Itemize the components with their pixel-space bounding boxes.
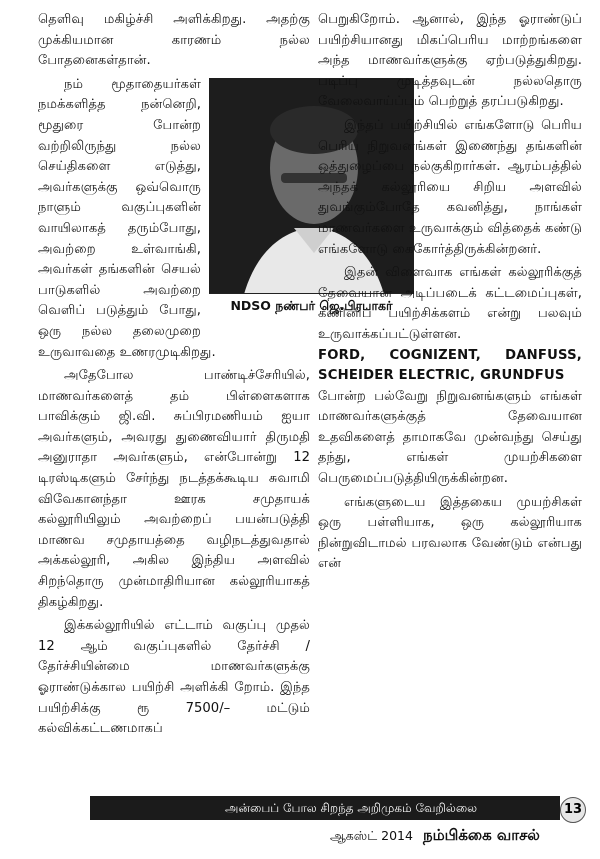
left-column (38, 10, 393, 740)
footer-slogan: அன்பைப் போல சிறந்த அறிமுகம் வேறில்லை (225, 801, 478, 815)
left-paragraph-2: நம் மூதாதையர்கள் நமக்களித்த நன்னெறி, மூதுரை போன்ற வற்றிலிருந்து நல்ல செய்திகளை எடுத்து, அவர்களுக்கு ஒவ்வொரு நாளும் வகுப்புகளின் வாயிலாகத் தரும்போது, அவற்றை உள்வாங்கி, அவர்கள் தங்களின் செயல் பாடுகளில் அவற்றை வெளிப் படுத்தும் போது, ஒரு நல்ல தலைமுறை உருவாவதை உணரமுடிகிறது. (38, 76, 216, 360)
right-paragraph-5: எங்களுடைய இத்தகைய முயற்சிகள் ஒரு பள்ளியாக, ஒரு கல்லூரியாக நின்றுவிடாமல் பரவலாக வேண்டும் என்பது என் (318, 494, 582, 572)
magazine-name: நம்பிக்கை வாசல் (422, 826, 540, 844)
issue-date: ஆகஸ்ட் 2014 (330, 828, 413, 843)
page-number: 13 (560, 797, 586, 823)
left-paragraph-4: இக்கல்லூரியில் எட்டாம் வகுப்பு முதல் 12 ஆம் வகுப்புகளில் தேர்ச்சி / தேர்ச்சியின்மை மாணவர்களுக்கு ஓராண்டுக்கால பயிற்சி அளிக்கி றோம். இந்த பயிற்சிக்கு ரூ 7500/– மட்டும் கல்விக்கட்டணமாகப் (38, 618, 310, 737)
footer-slogan-bar (90, 796, 560, 820)
left-paragraph-3: அதேபோல பாண்டிச்சேரியில், மாணவர்களைத் தம் பிள்ளைகளாக பாவிக்கும் ஜி.வி. சுப்பிரமணியம் ஐயா அவர்களும், அவரது துணைவியார் திருமதி அனுராதா அவர்களும், என்போன்று 12 டிரஸ்டிகளும் சேர்ந்து நடத்தக்கூடிய சுவாமி விவேகானந்தா ஊரக சமுதாயக் கல்லூரியிலும் அவற்றைப் பயன்படுத்தி மாணவ சமுதாயத்தை வழிநடத்துவதால் அக்கல்லூரி, அகில இந்திய அளவில் சிறந்தொரு முன்மாதிரியான கல்லூரியாகத் திகழ்கிறது. (38, 368, 310, 610)
right-paragraph-3: இதன் விளைவாக எங்கள் கல்லூரிக்குத் தேவையான அடிப்படைக் கட்டமைப்புகள், கணினிப் பயிற்சிக்களம் என்று பலவும் உருவாக்கப்பட்டுள்ளன. (318, 265, 582, 342)
issue-line (330, 826, 540, 846)
photo-caption: NDSO நண்பர் ஜெ.பிரபாகர் (209, 293, 414, 318)
right-column (318, 10, 582, 575)
right-paragraph-4: போன்ற பல்வேறு நிறுவனங்களும் எங்கள் மாணவர்களுக்குத் தேவையான உதவிகளைத் தாமாகவே முன்வந்து செய்து தந்து, எங்கள் முயற்சிகளை பெருமைப்படுத்தியிருக்கின்றன. (318, 388, 582, 487)
overflow-line: கல்விக்கட்டணமாகப் (38, 721, 163, 737)
right-paragraph-1: பெறுகிறோம். ஆனால், இந்த ஓராண்டுப் பயிற்சியானது மிகப்பெரிய மாற்றங்களை அந்த மாணவர்களுக்கு ஏற்படுத்துகிறது. படிப்பு முடித்தவுடன் நல்லதொரு வேலைவாய்ப்பும் பெற்றுத் தரப்படுகிறது. (318, 12, 582, 110)
left-paragraph-1: தெளிவு மகிழ்ச்சி அளிக்கிறது. அதற்கு முக்கியமான காரணம் நல்ல போதனைகள்தான். (38, 12, 310, 69)
right-paragraph-2: இந்தப் பயிற்சியில் எங்களோடு பெரிய பெரிய நிறுவனங்கள் இணைந்து தங்களின் ஒத்துழைப்பை நல்குகிறார்கள். ஆரம்பத்தில் அந்தக் கல்லூரியை சிறிய அளவில் துவங்கும்போதே கவனித்து, நாங்கள் மாணவர்களை உருவாக்கும் வித்தைக் கண்டு எங்களோடு கைகோர்த்திருக்கின்றனர். (318, 117, 582, 257)
company-list: FORD, COGNIZENT, DANFUSS, SCHEIDER ELECTRIC, GRUNDFUS (318, 347, 582, 384)
